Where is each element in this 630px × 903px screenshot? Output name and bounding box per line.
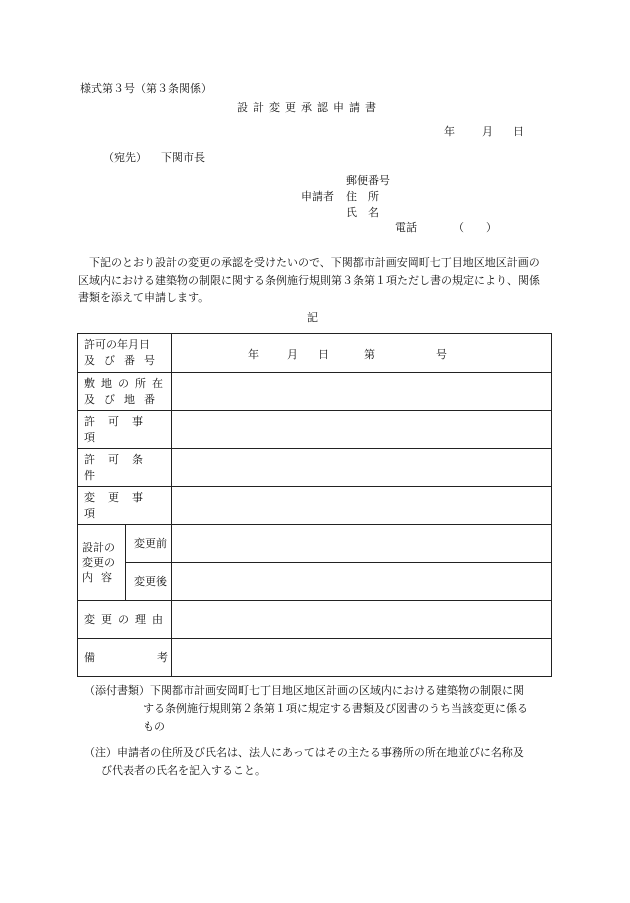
document-title: 設計変更承認申請書 xyxy=(237,101,381,114)
design-change-label-3: 内容 xyxy=(82,571,120,584)
before-change-value-cell[interactable] xyxy=(172,525,552,563)
after-change-value-cell[interactable] xyxy=(172,563,552,601)
permit-day: 日 xyxy=(318,348,329,361)
permit-items-value-cell[interactable] xyxy=(172,411,552,449)
permit-go: 号 xyxy=(436,348,447,361)
date-month-label: 月 xyxy=(482,125,493,138)
design-change-label-1: 設計の xyxy=(82,541,115,554)
change-items-label: 変更事項 xyxy=(78,487,172,525)
addressee-name: 下関市長 xyxy=(161,151,205,164)
permit-items-label: 許可事項 xyxy=(78,411,172,449)
date-day-label: 日 xyxy=(513,125,524,138)
site-label-2: 及び地番 xyxy=(84,392,164,406)
table-row-permit-date xyxy=(78,334,552,373)
permit-month: 月 xyxy=(287,348,298,361)
permit-date-label-cell xyxy=(78,334,172,373)
change-reason-value-cell[interactable] xyxy=(172,601,552,639)
form-number: 様式第３号（第３条関係） xyxy=(80,82,212,95)
date-year-label: 年 xyxy=(444,125,455,138)
after-change-label: 変更後 xyxy=(126,563,172,601)
remarks-label-cell xyxy=(78,639,172,677)
change-items-value-cell[interactable] xyxy=(172,487,552,525)
site-label-cell xyxy=(78,373,172,411)
permit-date-label-1: 許可の年月日 xyxy=(84,338,150,351)
table-row-before-change xyxy=(78,525,552,563)
table-row-site xyxy=(78,373,552,411)
table-row-change-reason xyxy=(78,601,552,639)
remarks-label-2: 考 xyxy=(157,650,168,664)
design-change-label-2: 変更の xyxy=(82,556,115,569)
addressee-label: （宛先） xyxy=(103,151,147,164)
applicant-label: 申請者 xyxy=(301,190,334,203)
table-row-permit-items xyxy=(78,411,552,449)
address-label: 住 所 xyxy=(346,190,379,203)
table-row-after-change xyxy=(78,563,552,601)
site-value-cell[interactable] xyxy=(172,373,552,411)
attachment-note-line3: もの xyxy=(143,720,165,733)
caution-note-line1: （注）申請者の住所及び氏名は、法人にあってはその主たる事務所の所在地並びに名称及 xyxy=(84,746,524,759)
design-change-label-cell xyxy=(78,525,126,601)
attachment-note-line2: する条例施行規則第２条第１項に規定する書類及び図書のうち当該変更に係る xyxy=(143,702,528,715)
phone-label: 電話 xyxy=(395,221,417,234)
permit-dai: 第 xyxy=(364,348,375,361)
remarks-value-cell[interactable] xyxy=(172,639,552,677)
permit-date-value-cell[interactable] xyxy=(172,334,552,373)
caution-note-line2: び代表者の氏名を記入すること。 xyxy=(101,764,266,777)
permit-conditions-value-cell[interactable] xyxy=(172,449,552,487)
request-body-text: 下記のとおり設計の変更の承認を受けたいので、下関都市計画安岡町七丁目地区地区計画の区域内における建築物の制限に関する条例施行規則第３条第１項ただし書の規定により、関係書類を添えて申請します。 xyxy=(78,256,540,304)
name-label: 氏 名 xyxy=(346,206,379,219)
permit-conditions-label: 許可条件 xyxy=(78,449,172,487)
remarks-label-1: 備 xyxy=(84,650,95,664)
ki-heading: 記 xyxy=(307,311,318,324)
attachment-note-line1: （添付書類）下関都市計画安岡町七丁目地区地区計画の区域内における建築物の制限に関 xyxy=(84,684,524,697)
table-row-remarks xyxy=(78,639,552,677)
addressee xyxy=(103,151,205,165)
table-row-permit-conditions xyxy=(78,449,552,487)
phone-parens: （ ） xyxy=(453,221,497,234)
application-table xyxy=(77,333,552,677)
table-row-change-items xyxy=(78,487,552,525)
change-reason-label: 変更の理由 xyxy=(78,601,172,639)
permit-date-label-2: 及び番号 xyxy=(84,354,164,367)
before-change-label: 変更前 xyxy=(126,525,172,563)
permit-year: 年 xyxy=(248,348,259,361)
site-label-1: 敷地の所在 xyxy=(84,376,169,390)
postal-code-label: 郵便番号 xyxy=(346,174,390,187)
